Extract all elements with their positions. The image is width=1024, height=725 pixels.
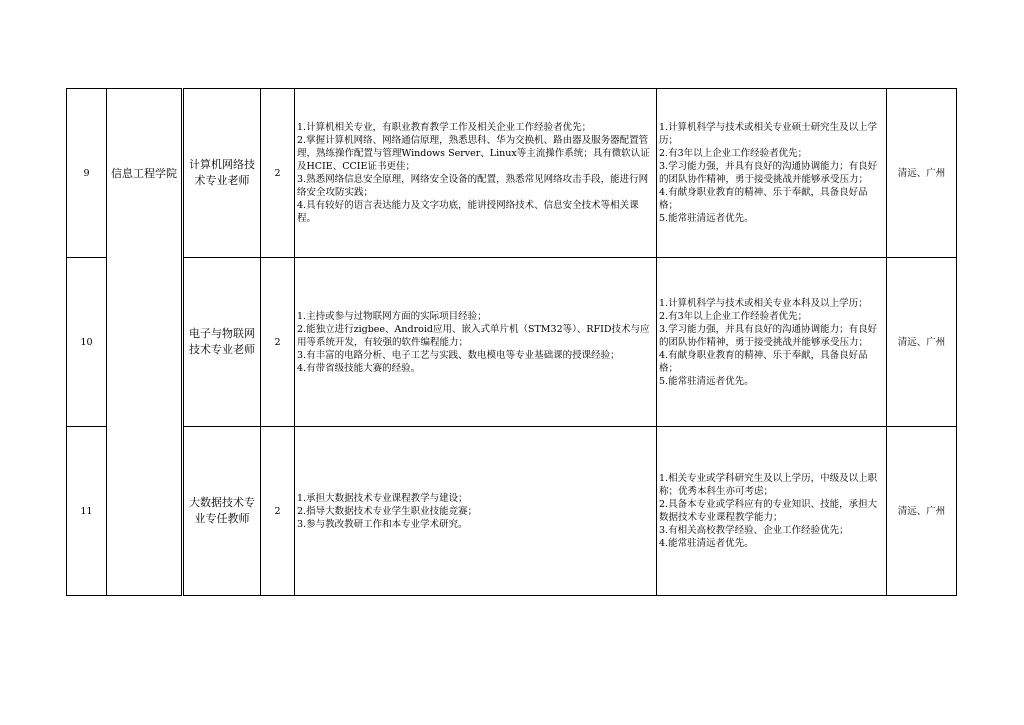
duties-cell — [295, 89, 657, 258]
location-cell: 清远、广州 — [887, 427, 957, 596]
position-title: 计算机网络技术专业老师 — [183, 89, 261, 258]
requirement-item: 1.计算机科学与技术或相关专业硕士研究生及以上学历； — [659, 122, 878, 146]
requirement-item: 4.有献身职业教育的精神、乐于奉献，具备良好品格； — [659, 349, 868, 374]
table-row — [67, 258, 957, 427]
position-title: 电子与物联网技术专业老师 — [183, 258, 261, 427]
requirement-item: 1.计算机科学与技术或相关专业本科及以上学历； — [659, 297, 868, 309]
requirement-item: 2.有3年以上企业工作经验者优先； — [659, 310, 808, 322]
requirements-cell — [657, 427, 887, 596]
requirement-item: 4.有献身职业教育的精神、乐于奉献，具备良好品格； — [659, 187, 868, 211]
duty-item: 4.有带省级技能大赛的经验。 — [297, 362, 421, 374]
duty-item: 2.能独立进行zigbee、Android应用、嵌入式单片机（STM32等）、RFID技术与应用等系统开发，有较强的软件编程能力； — [297, 323, 650, 348]
requirement-item: 3.有相关高校教学经验、企业工作经验优先； — [659, 525, 849, 536]
requirement-item: 5.能常驻清远者优先。 — [659, 375, 754, 387]
recruitment-table — [66, 88, 957, 596]
duty-item: 3.参与教改教研工作和本专业学术研究。 — [297, 518, 468, 530]
requirement-item: 2.有3年以上企业工作经验者优先； — [659, 148, 808, 159]
table-row — [67, 89, 957, 258]
duty-item: 4.具有较好的语言表达能力及文字功底，能讲授网络技术、信息安全技术等相关课程。 — [297, 200, 639, 224]
requirement-item: 5.能常驻清远者优先。 — [659, 213, 754, 224]
requirement-item: 1.相关专业或学科研究生及以上学历，中级及以上职称；优秀本科生亦可考虑； — [659, 473, 878, 497]
duties-cell — [295, 427, 657, 596]
duty-item: 3.有丰富的电路分析、电子工艺与实践、数电模电等专业基础课的授课经验； — [297, 349, 620, 361]
duty-item: 1.计算机相关专业，有职业教育教学工作及相关企业工作经验者优先； — [297, 122, 592, 133]
duty-item: 2.指导大数据技术专业学生职业技能竞赛； — [297, 505, 478, 517]
duties-cell — [295, 258, 657, 427]
position-title: 大数据技术专业专任教师 — [183, 427, 261, 596]
duty-item: 2.掌握计算机网络、网络通信原理，熟悉思科、华为交换机、路由器及服务器配置管理，熟练操作配置与管理Windows Server、Linux等主流操作系统；具有微软认证及HCIE、CCIE证书更佳； — [297, 135, 650, 172]
department-cell: 信息工程学院 — [107, 89, 183, 596]
requirement-item: 4.能常驻清远者优先。 — [659, 538, 754, 549]
row-number: 9 — [67, 89, 107, 258]
duty-item: 3.熟悉网络信息安全原理，网络安全设备的配置，熟悉常见网络攻击手段，能进行网络安全攻防实践； — [297, 174, 649, 198]
location-cell: 清远、广州 — [887, 258, 957, 427]
requirements-cell — [657, 258, 887, 427]
requirement-item: 2.具备本专业或学科应有的专业知识、技能，承担大数据技术专业课程教学能力； — [659, 499, 878, 523]
duty-item: 1.承担大数据技术专业课程教学与建设； — [297, 492, 468, 504]
headcount: 2 — [261, 258, 295, 427]
requirements-cell — [657, 89, 887, 258]
row-number: 11 — [67, 427, 107, 596]
duty-item: 1.主持或参与过物联网方面的实际项目经验； — [297, 310, 487, 322]
table-row — [67, 427, 957, 596]
requirement-item: 3.学习能力强，并具有良好的沟通协调能力；有良好的团队协作精神，勇于接受挑战并能够承受压力； — [659, 161, 878, 185]
headcount: 2 — [261, 427, 295, 596]
requirement-item: 3.学习能力强，并具有良好的沟通协调能力；有良好的团队协作精神，勇于接受挑战并能够承受压力； — [659, 323, 878, 348]
headcount: 2 — [261, 89, 295, 258]
location-cell: 清远、广州 — [887, 89, 957, 258]
row-number: 10 — [67, 258, 107, 427]
